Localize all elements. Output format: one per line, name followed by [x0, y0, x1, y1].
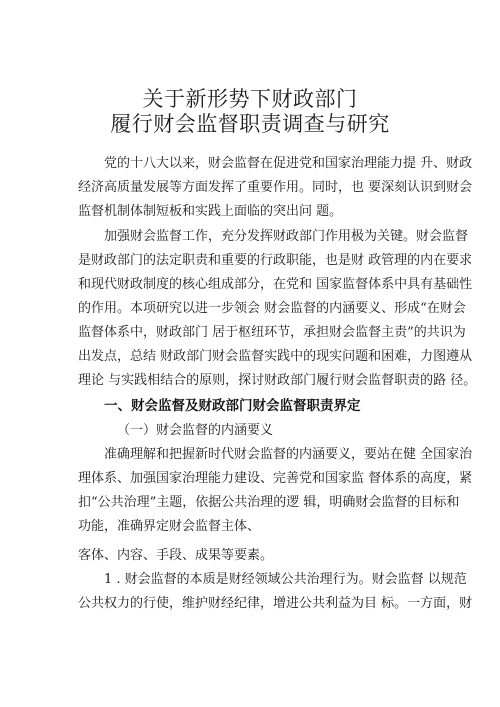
subsection-heading-1: （一）财会监督的内涵要义: [117, 423, 274, 438]
paragraph-3-line-1: 准确理解和把握新时代财会监督的内涵要义，要站在健 全国家治: [104, 447, 473, 462]
paragraph-2-line-2: 是财政部门的法定职责和重要的行政职能，也是财 政管理的内在要求: [78, 253, 473, 268]
paragraph-4-line-2: 公共权力的行使，维护财经纪律，增进公共利益为目 标。一方面，财: [78, 596, 473, 611]
paragraph-2-line-1: 加强财会监督工作，充分发挥财政部门作用极为关键。财会监督: [104, 229, 469, 244]
document-title-line-2: 履行财会监督职责调查与研究: [110, 112, 390, 136]
paragraph-3-line-2: 理体系、加强国家治理能力建设、完善党和国家监 督体系的高度，紧: [78, 471, 473, 486]
paragraph-2-line-5: 监督体系中，财政部门 居于枢纽环节，承担财会监督主责”的共识为: [78, 325, 466, 340]
paragraph-3-line-4: 功能，准确界定财会监督主体、: [78, 519, 261, 534]
paragraph-2-line-4: 的作用。本项研究以进一步领会 财会监督的内涵要义、形成“在财会: [78, 301, 466, 316]
paragraph-4-line-1: 1 . 财会监督的本质是财经领域公共治理行为。财会监督 以规范: [104, 572, 467, 587]
paragraph-1-line-3: 监督机制体制短板和实践上面临的突出问 题。: [78, 204, 343, 219]
paragraph-1-line-2: 经济高质量发展等方面发挥了重要作用。同时，也 要深刻认识到财会: [78, 180, 473, 195]
paragraph-2-line-7: 理论 与实践相结合的原则，探讨财政部门履行财会监督职责的路 径。: [78, 373, 477, 388]
paragraph-1-line-1: 党的十八大以来，财会监督在促进党和国家治理能力提 升、财政: [104, 156, 473, 171]
section-heading-1: 一、财会监督及财政部门财会监督职责界定: [104, 398, 361, 414]
paragraph-2-line-6: 出发点，总结 财政部门财会监督实践中的现实问题和困难，力图遵从: [78, 349, 473, 364]
document-title-line-1: 关于新形势下财政部门: [142, 87, 358, 111]
paragraph-3-line-5: 客体、内容、手段、成果等要素。: [78, 548, 274, 563]
paragraph-3-line-3: 扣“公共治理”主题，依据公共治理的逻 辑，明确财会监督的目标和: [78, 495, 460, 510]
paragraph-2-line-3: 和现代财政制度的核心组成部分，在党和 国家监督体系中具有基础性: [78, 277, 473, 292]
